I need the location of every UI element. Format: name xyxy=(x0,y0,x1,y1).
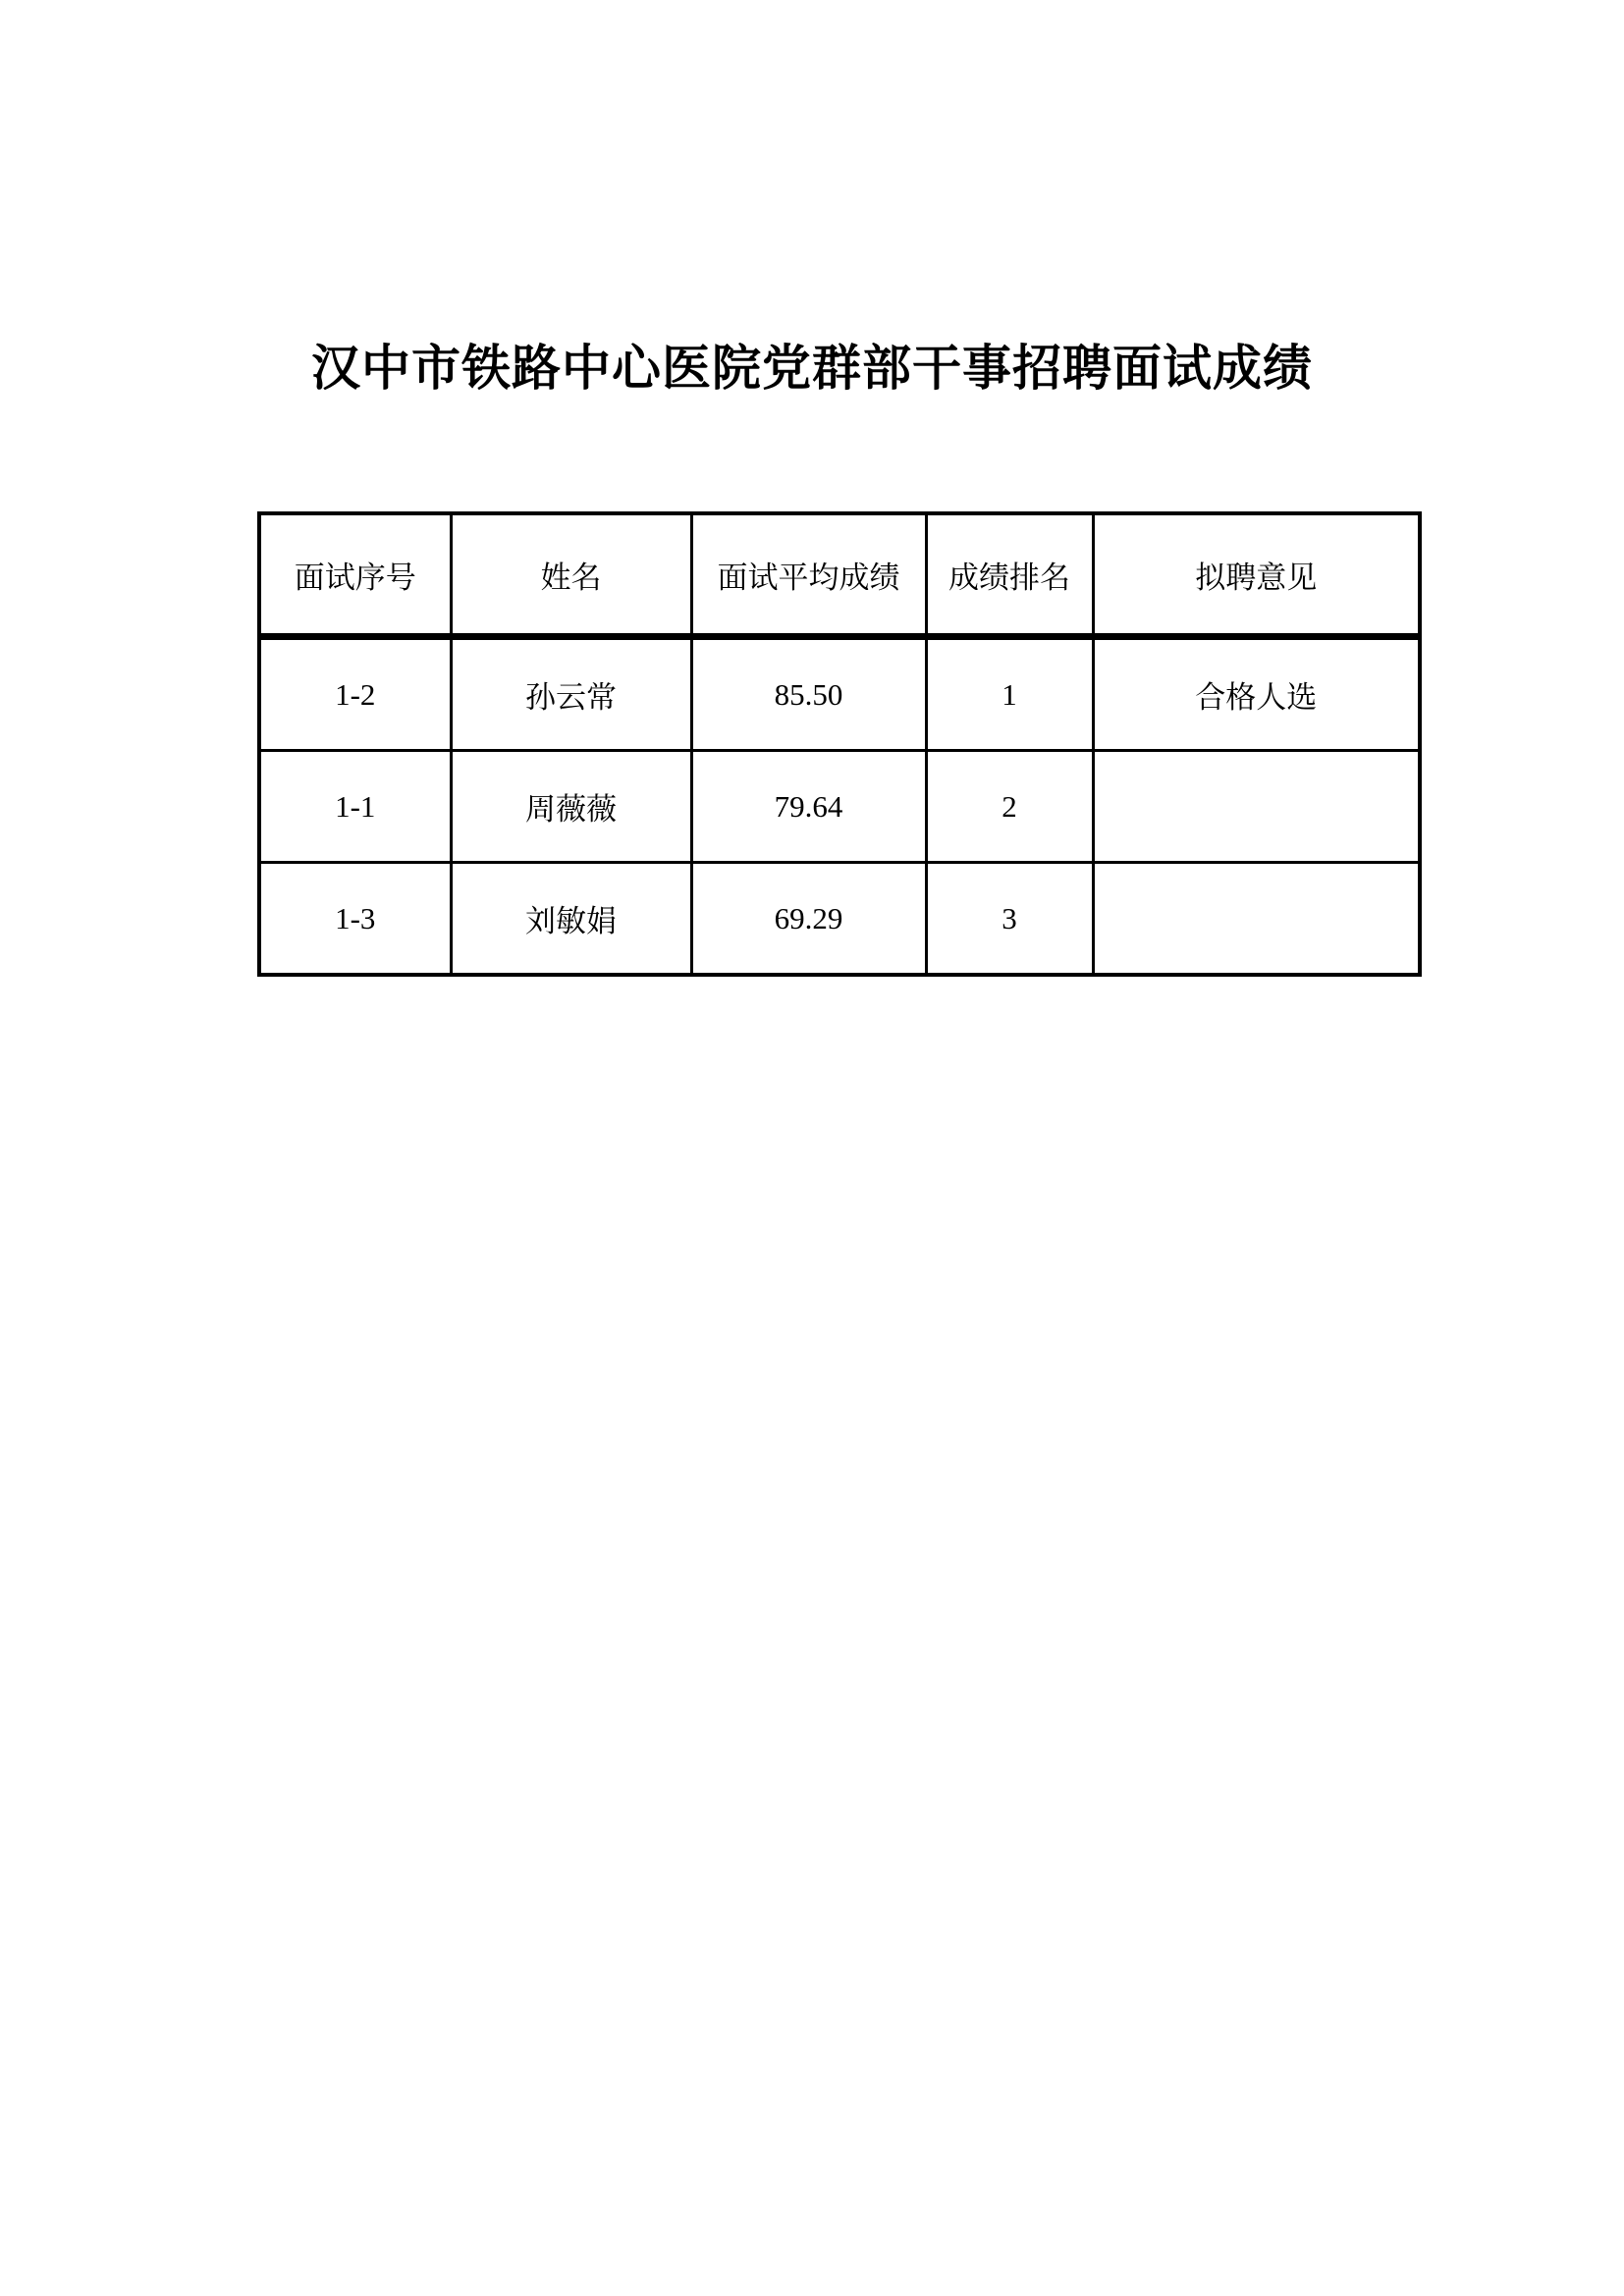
cell-avg-score: 69.29 xyxy=(691,863,926,976)
header-interview-no: 面试序号 xyxy=(259,513,451,637)
page-title: 汉中市铁路中心医院党群部干事招聘面试成绩 xyxy=(311,341,1313,396)
cell-rank: 2 xyxy=(926,751,1093,863)
cell-name: 刘敏娟 xyxy=(451,863,691,976)
cell-name: 孙云常 xyxy=(451,637,691,751)
interview-score-table xyxy=(257,511,1422,977)
cell-rank: 1 xyxy=(926,637,1093,751)
table-row xyxy=(259,751,1420,863)
cell-interview-no: 1-1 xyxy=(259,751,451,863)
cell-name: 周薇薇 xyxy=(451,751,691,863)
cell-opinion xyxy=(1093,863,1420,976)
table-header-row xyxy=(259,513,1420,637)
cell-interview-no: 1-2 xyxy=(259,637,451,751)
cell-opinion xyxy=(1093,751,1420,863)
header-rank: 成绩排名 xyxy=(926,513,1093,637)
header-opinion: 拟聘意见 xyxy=(1093,513,1420,637)
cell-avg-score: 79.64 xyxy=(691,751,926,863)
table-row xyxy=(259,637,1420,751)
header-name: 姓名 xyxy=(451,513,691,637)
cell-interview-no: 1-3 xyxy=(259,863,451,976)
table-row xyxy=(259,863,1420,976)
header-avg-score: 面试平均成绩 xyxy=(691,513,926,637)
cell-rank: 3 xyxy=(926,863,1093,976)
cell-avg-score: 85.50 xyxy=(691,637,926,751)
cell-opinion: 合格人选 xyxy=(1093,637,1420,751)
